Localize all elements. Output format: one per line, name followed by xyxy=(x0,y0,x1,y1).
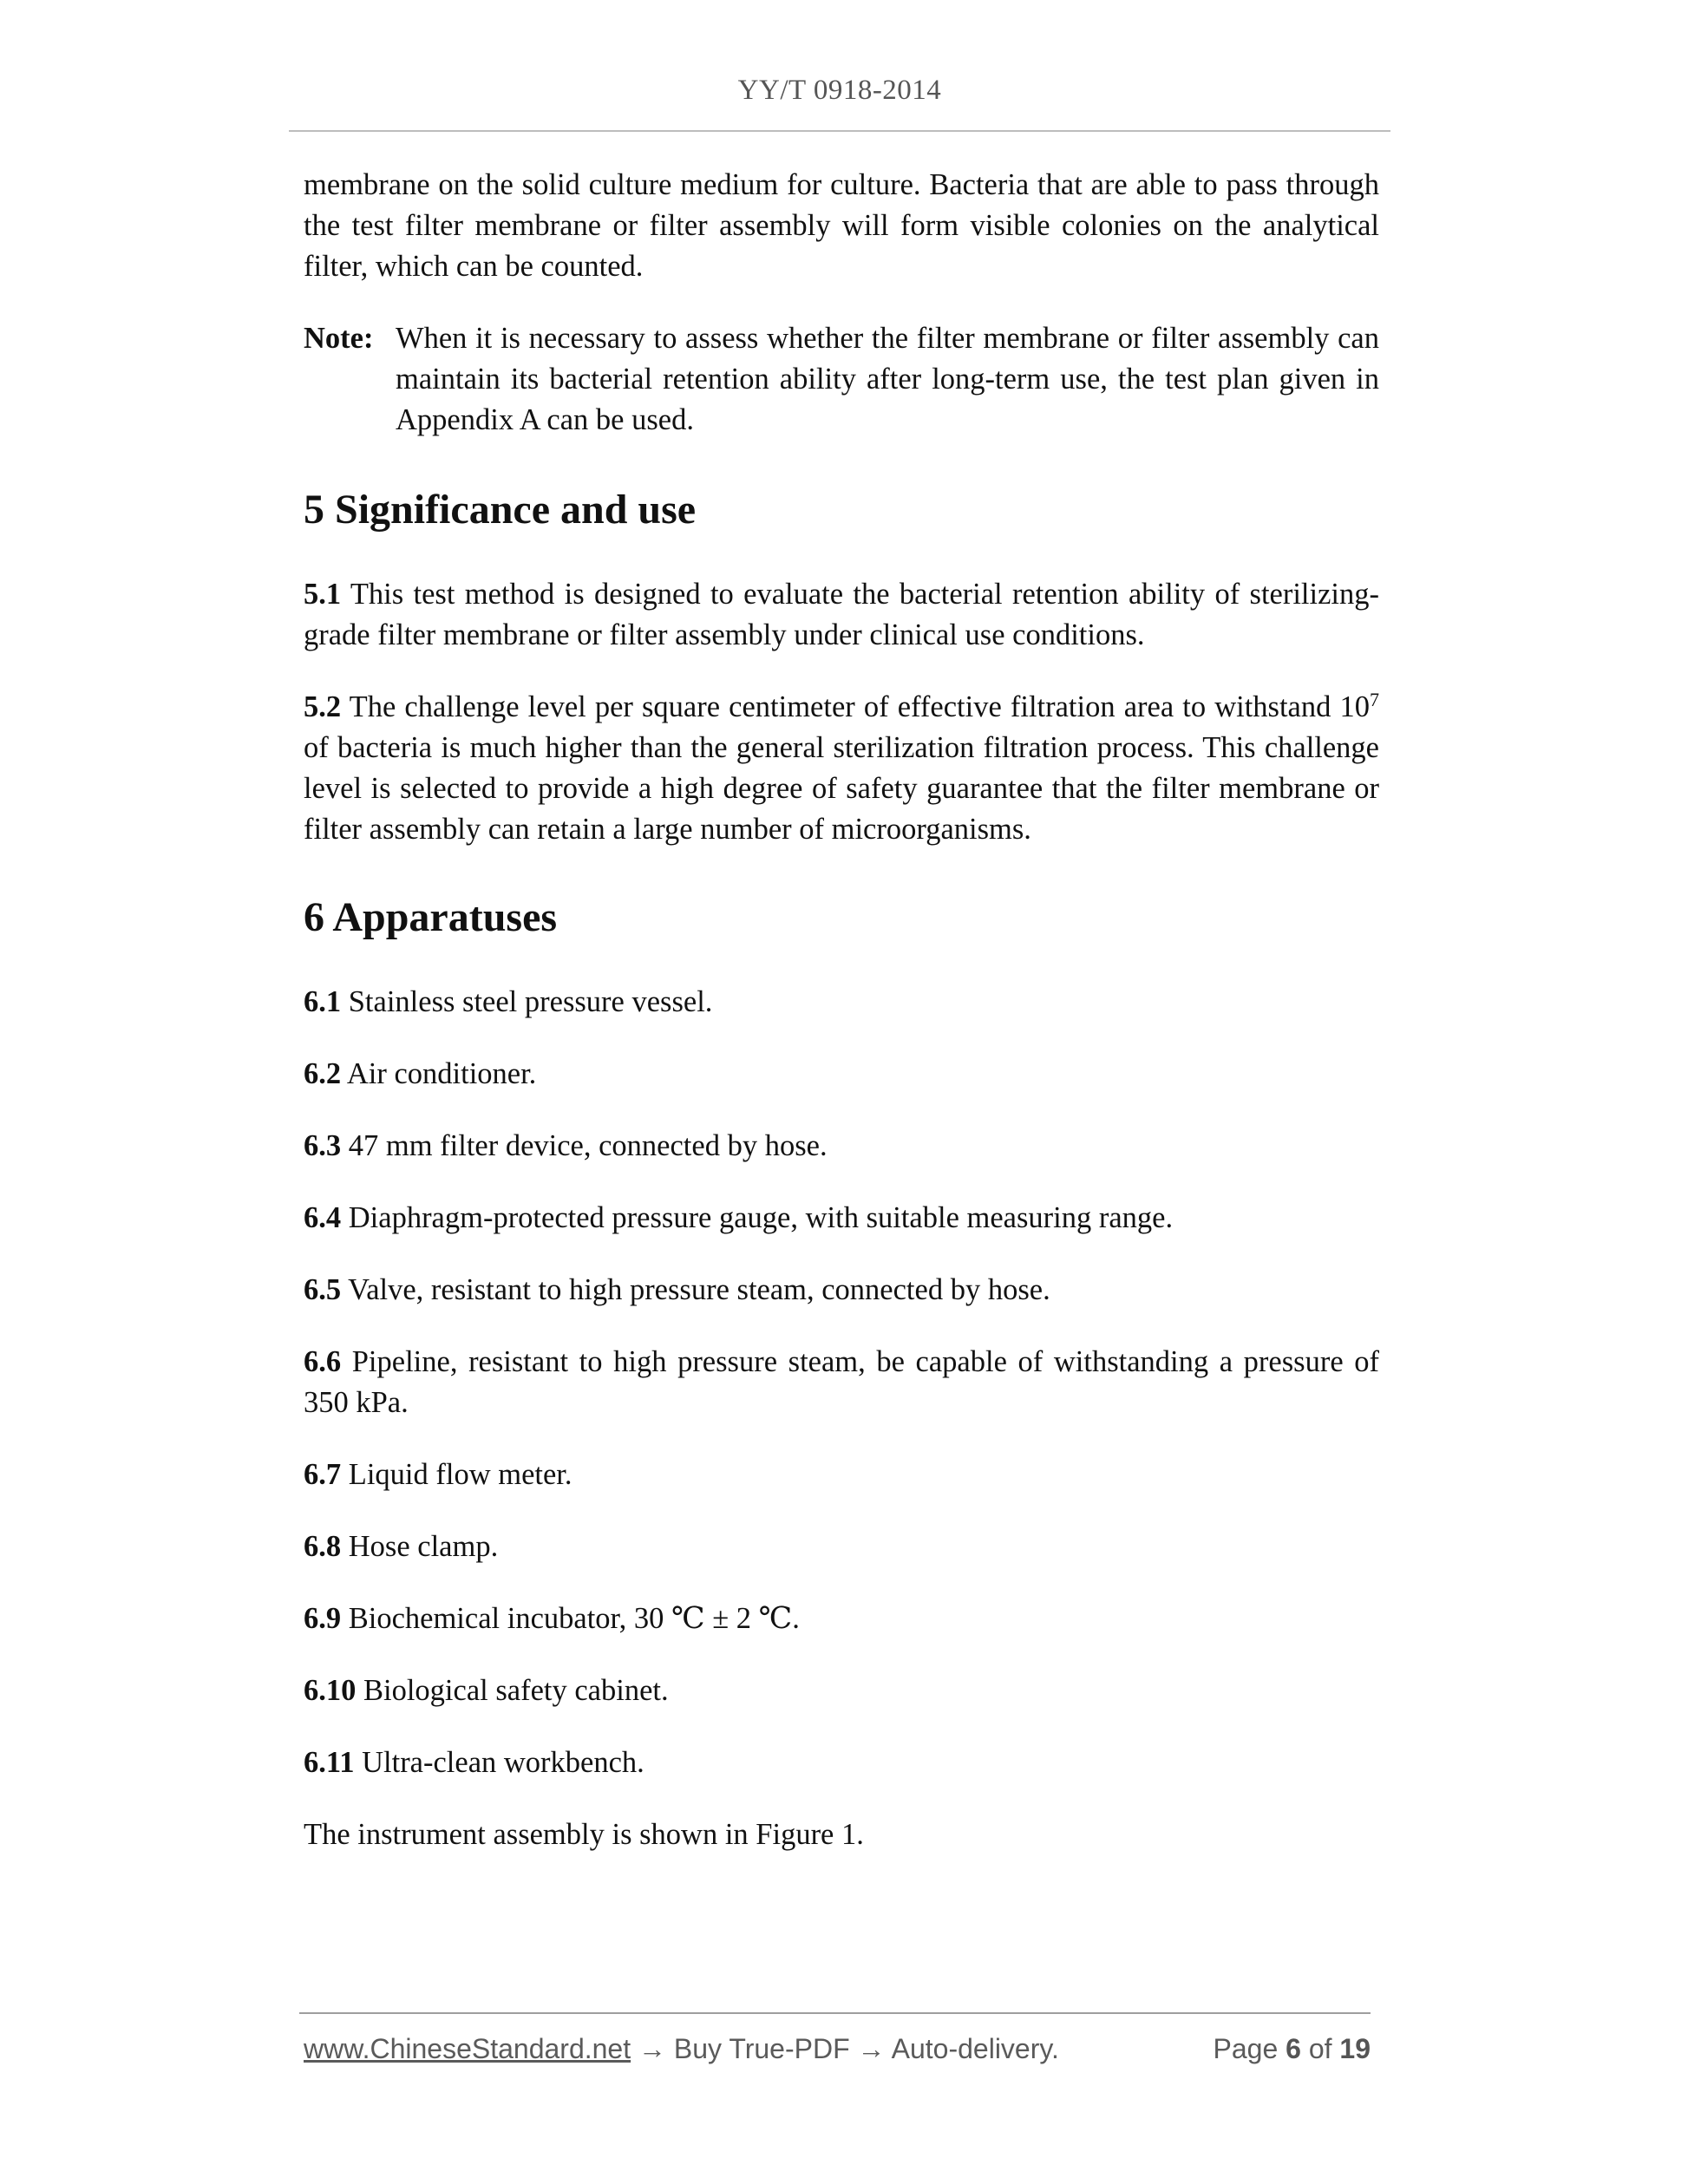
section-5-heading: 5 Significance and use xyxy=(304,487,697,533)
item-text: Ultra-clean workbench. xyxy=(354,1746,644,1779)
intro-paragraph: membrane on the solid culture medium for culture. Bacteria that are able to pass through the test filter membrane or filter assembly will form visible colonies on the analytical filter, which can be counted. xyxy=(304,168,1379,283)
apparatus-item xyxy=(304,1270,1379,1311)
item-text: Air conditioner. xyxy=(341,1057,537,1090)
item-text: 47 mm filter device, connected by hose. xyxy=(341,1129,828,1162)
figure-reference: The instrument assembly is shown in Figure 1. xyxy=(304,1818,864,1851)
page-indicator xyxy=(1214,2031,1371,2066)
apparatus-item xyxy=(304,1599,1379,1639)
clause-number: 5.1 xyxy=(304,578,342,611)
item-text: Diaphragm-protected pressure gauge, with suitable measuring range. xyxy=(341,1201,1174,1234)
note-block xyxy=(304,318,1379,441)
page-of: of xyxy=(1300,2033,1340,2064)
item-number: 6.1 xyxy=(304,985,342,1018)
footer-divider xyxy=(299,2012,1371,2014)
item-number: 6.6 xyxy=(304,1345,342,1378)
apparatus-item xyxy=(304,1198,1379,1239)
item-number: 6.4 xyxy=(304,1201,342,1234)
page-total: 19 xyxy=(1339,2033,1371,2064)
document-header-title: YY/T 0918-2014 xyxy=(737,75,942,106)
clause-text: The challenge level per square centimeter of effective filtration area to withstand 10 xyxy=(341,690,1370,723)
item-text: Liquid flow meter. xyxy=(341,1458,572,1491)
page-content xyxy=(304,165,1379,1855)
apparatus-item xyxy=(304,1743,1379,1783)
clause-5-2 xyxy=(304,687,1379,850)
clause-5-1 xyxy=(304,574,1379,656)
item-number: 6.2 xyxy=(304,1057,342,1090)
clause-number: 5.2 xyxy=(304,690,342,723)
item-number: 6.3 xyxy=(304,1129,342,1162)
item-number: 6.5 xyxy=(304,1273,342,1306)
apparatus-item xyxy=(304,1455,1379,1495)
item-number: 6.8 xyxy=(304,1530,342,1563)
apparatus-item xyxy=(304,1527,1379,1567)
page-current: 6 xyxy=(1286,2033,1301,2064)
item-number: 6.11 xyxy=(304,1746,355,1779)
page-label: Page xyxy=(1213,2033,1286,2064)
item-text: Pipeline, resistant to high pressure steam, be capable of withstanding a pressure of 350 kPa. xyxy=(304,1345,1379,1419)
apparatus-item xyxy=(304,982,1379,1023)
section-6-heading: 6 Apparatuses xyxy=(304,894,558,940)
apparatus-item xyxy=(304,1126,1379,1167)
apparatus-item xyxy=(304,1342,1379,1423)
clause-text: of bacteria is much higher than the general sterilization filtration process. This challenge level is selected to provide a high degree of safety guarantee that the filter membrane or filter assembly can retain a large number of microorganisms. xyxy=(304,731,1379,846)
footer-tagline: → Buy True-PDF → Auto-delivery. xyxy=(631,2033,1059,2064)
website-link[interactable]: www.ChineseStandard.net xyxy=(304,2033,631,2064)
item-text: Biochemical incubator, 30 ℃ ± 2 ℃. xyxy=(341,1602,800,1635)
item-number: 6.9 xyxy=(304,1602,342,1635)
item-number: 6.10 xyxy=(304,1674,357,1707)
clause-text: This test method is designed to evaluate the bacterial retention ability of sterilizing-grade filter membrane or filter assembly under clinical use conditions. xyxy=(304,578,1379,651)
note-label: Note: xyxy=(304,322,374,355)
exponent: 7 xyxy=(1370,689,1379,710)
item-number: 6.7 xyxy=(304,1458,342,1491)
note-text: When it is necessary to assess whether the filter membrane or filter assembly can maintain its bacterial retention ability after long-term use, the test plan given in Appendix A can be used. xyxy=(396,322,1379,436)
apparatus-item xyxy=(304,1054,1379,1095)
item-text: Stainless steel pressure vessel. xyxy=(341,985,713,1018)
item-text: Biological safety cabinet. xyxy=(356,1674,669,1707)
header-divider xyxy=(289,130,1390,132)
footer-left xyxy=(304,2031,1059,2066)
item-text: Valve, resistant to high pressure steam, connected by hose. xyxy=(341,1273,1050,1306)
apparatus-item xyxy=(304,1671,1379,1711)
page-footer xyxy=(304,2031,1371,2066)
item-text: Hose clamp. xyxy=(341,1530,499,1563)
